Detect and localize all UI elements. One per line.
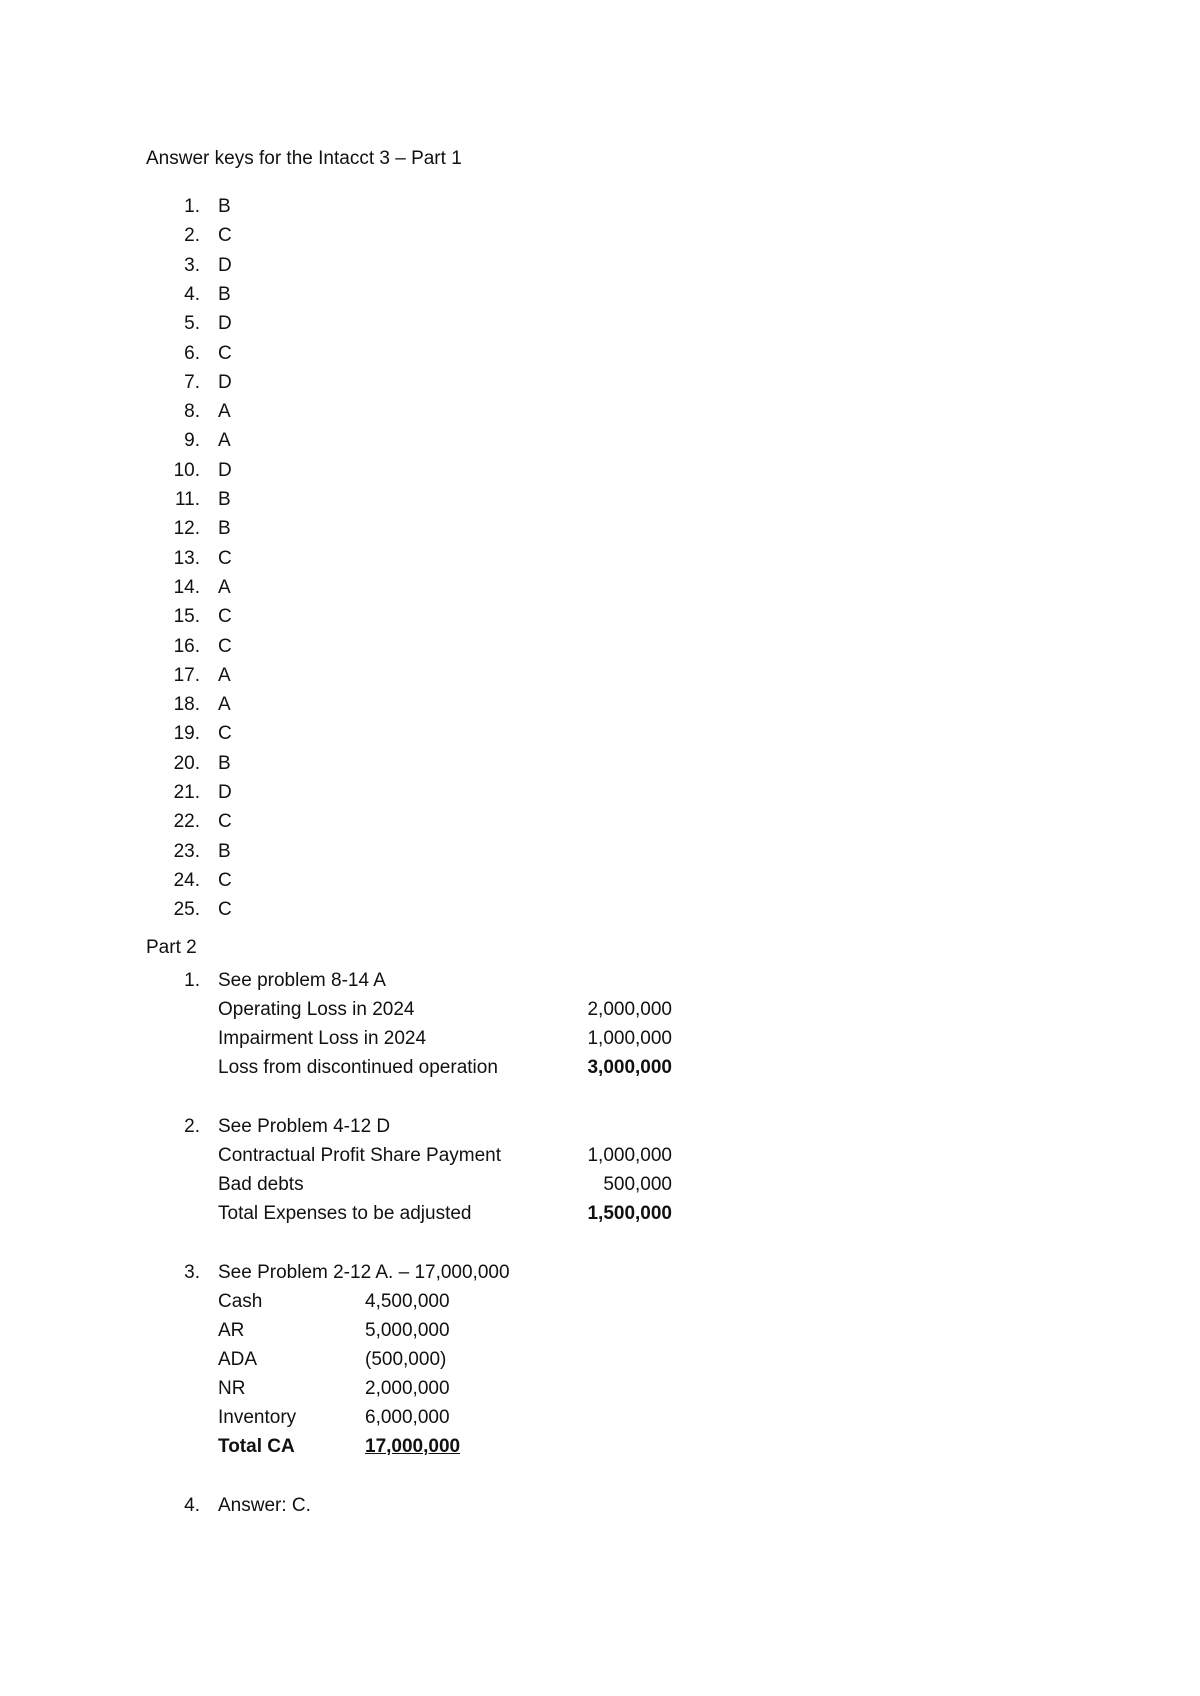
line-amount: 2,000,000 bbox=[365, 1378, 450, 1399]
answer-number: 18. bbox=[173, 694, 200, 715]
answer-number: 7. bbox=[184, 372, 200, 393]
line-amount: 2,000,000 bbox=[587, 999, 672, 1020]
question-title: See Problem 4-12 D bbox=[218, 1116, 391, 1137]
answer-letter: A bbox=[218, 430, 231, 451]
answer-letter: C bbox=[218, 636, 232, 657]
line-amount: 6,000,000 bbox=[365, 1407, 450, 1428]
answer-letter: C bbox=[218, 606, 232, 627]
answer-letter: D bbox=[218, 460, 232, 481]
answer-letter: C bbox=[218, 548, 232, 569]
total-amount: 17,000,000 bbox=[365, 1436, 461, 1457]
answer-letter: D bbox=[218, 782, 232, 803]
answer-number: 23. bbox=[173, 841, 200, 862]
answer-letter: B bbox=[218, 753, 231, 774]
line-label: Inventory bbox=[218, 1407, 297, 1428]
answer-number: 20. bbox=[173, 753, 200, 774]
answer-letter: C bbox=[218, 723, 232, 744]
total-amount: 1,500,000 bbox=[587, 1203, 672, 1224]
line-amount: 1,000,000 bbox=[587, 1145, 672, 1166]
question-title: See problem 8-14 A bbox=[218, 970, 386, 991]
answer-letter: B bbox=[218, 518, 231, 539]
line-amount: 500,000 bbox=[603, 1174, 672, 1195]
line-label: Total Expenses to be adjusted bbox=[218, 1203, 472, 1224]
line-amount: 4,500,000 bbox=[365, 1291, 450, 1312]
question-number: 4. bbox=[184, 1495, 200, 1516]
line-label: Contractual Profit Share Payment bbox=[218, 1145, 502, 1166]
answer-number: 11. bbox=[174, 489, 200, 510]
answer-letter: C bbox=[218, 811, 232, 832]
answer-number: 5. bbox=[184, 313, 200, 334]
answer-number: 22. bbox=[173, 811, 200, 832]
answer-letter: C bbox=[218, 899, 232, 920]
question-title: See Problem 2-12 A. – 17,000,000 bbox=[218, 1262, 510, 1283]
line-label: Operating Loss in 2024 bbox=[218, 999, 415, 1020]
answer-number: 19. bbox=[173, 723, 200, 744]
answer-number: 8. bbox=[184, 401, 200, 422]
answer-number: 1. bbox=[184, 196, 200, 217]
answer-letter: C bbox=[218, 343, 232, 364]
line-label: AR bbox=[218, 1320, 245, 1341]
answer-number: 24. bbox=[173, 870, 200, 891]
answer-letter: D bbox=[218, 313, 232, 334]
answer-number: 10. bbox=[173, 460, 200, 481]
line-label: ADA bbox=[218, 1349, 258, 1370]
answer-number: 4. bbox=[184, 284, 200, 305]
question-number: 3. bbox=[184, 1262, 200, 1283]
answer-number: 2. bbox=[184, 225, 200, 246]
answer-number: 9. bbox=[184, 430, 200, 451]
answer-letter: D bbox=[218, 372, 232, 393]
answer-letter: C bbox=[218, 225, 232, 246]
total-amount: 3,000,000 bbox=[587, 1057, 672, 1078]
question-number: 1. bbox=[184, 970, 200, 991]
page-title: Answer keys for the Intacct 3 – Part 1 bbox=[146, 148, 462, 169]
answer-number: 16. bbox=[173, 636, 200, 657]
line-label: Impairment Loss in 2024 bbox=[218, 1028, 427, 1049]
answer-letter: D bbox=[218, 255, 232, 276]
answer-number: 12. bbox=[173, 518, 200, 539]
answer-letter: B bbox=[218, 489, 231, 510]
answer-number: 14. bbox=[173, 577, 200, 598]
line-amount: 1,000,000 bbox=[587, 1028, 672, 1049]
part2-heading: Part 2 bbox=[146, 937, 197, 958]
answer-letter: A bbox=[218, 694, 231, 715]
answer-number: 15. bbox=[173, 606, 200, 627]
answer-letter: B bbox=[218, 284, 231, 305]
answer-letter: A bbox=[218, 665, 231, 686]
answer-number: 21. bbox=[173, 782, 200, 803]
answer-number: 13. bbox=[173, 548, 200, 569]
total-label: Total CA bbox=[218, 1436, 295, 1457]
answer-number: 3. bbox=[184, 255, 200, 276]
line-label: Loss from discontinued operation bbox=[218, 1057, 498, 1078]
line-label: Cash bbox=[218, 1291, 263, 1312]
line-label: Bad debts bbox=[218, 1174, 304, 1195]
question-number: 2. bbox=[184, 1116, 200, 1137]
answer-letter: A bbox=[218, 577, 231, 598]
line-label: NR bbox=[218, 1378, 246, 1399]
answer-letter: C bbox=[218, 870, 232, 891]
answer-number: 25. bbox=[173, 899, 200, 920]
answer-letter: B bbox=[218, 841, 231, 862]
answer-letter: B bbox=[218, 196, 231, 217]
question-title: Answer: C. bbox=[218, 1495, 311, 1516]
answer-number: 17. bbox=[173, 665, 200, 686]
line-amount: (500,000) bbox=[365, 1349, 447, 1370]
answer-letter: A bbox=[218, 401, 231, 422]
line-amount: 5,000,000 bbox=[365, 1320, 450, 1341]
answer-number: 6. bbox=[184, 343, 200, 364]
